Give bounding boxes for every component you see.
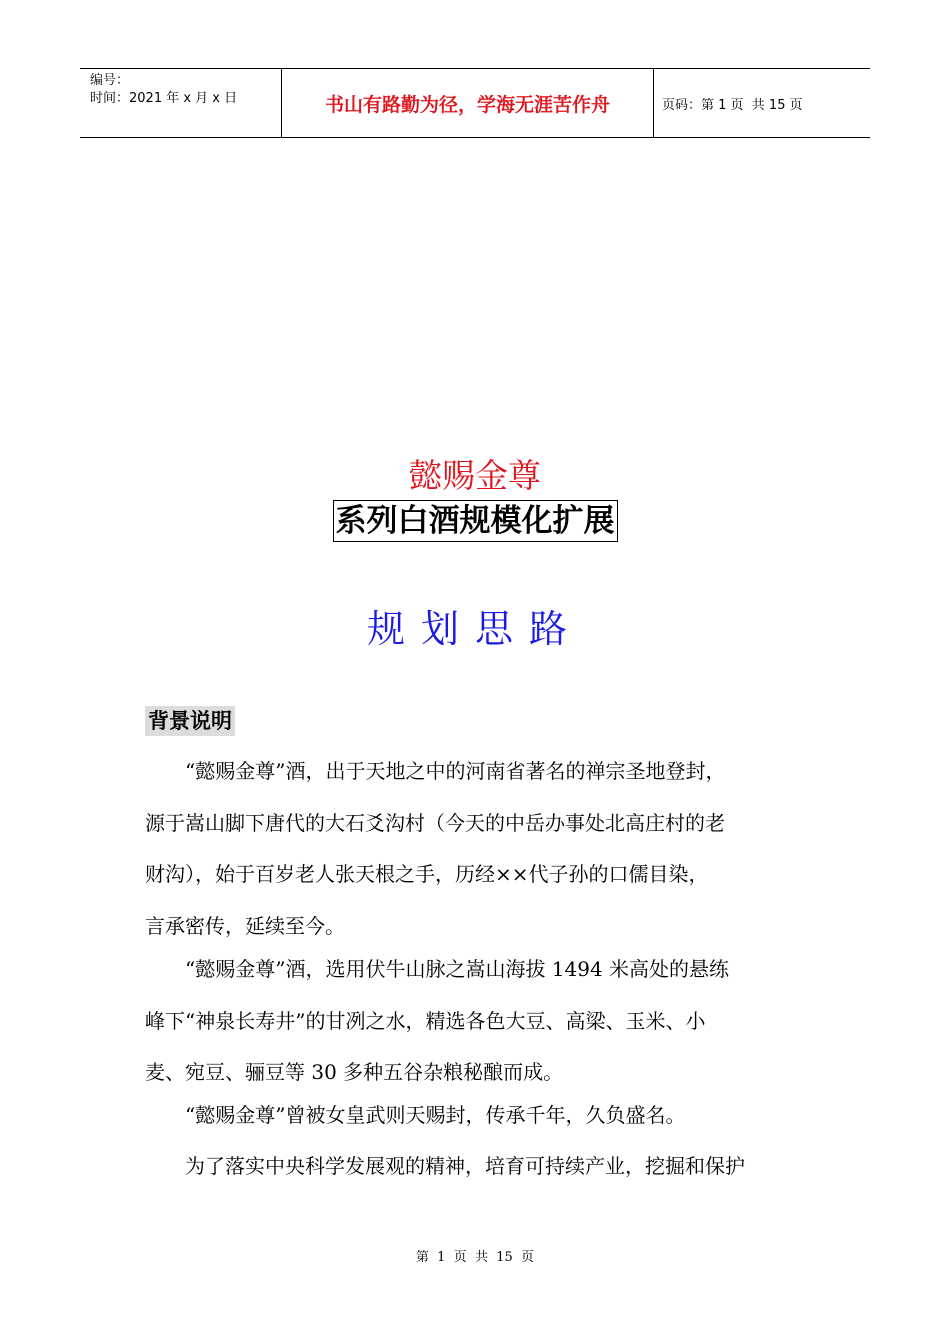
paragraph-line: 言承密传，延续至今。 [145,913,345,938]
header-page-cell [654,69,870,137]
header-motto-cell [282,69,654,137]
paragraph-1 [145,746,810,952]
paragraph-line: 源于嵩山脚下唐代的大石爻沟村（今天的中岳办事处北高庄村的老 [145,810,725,835]
paragraph-4 [145,1141,810,1193]
paragraph-line: “懿赐金尊”酒，出于天地之中的河南省著名的禅宗圣地登封， [185,759,726,783]
header-table [80,68,870,138]
paragraph-3 [145,1090,810,1142]
subtitle-wrap [0,500,950,542]
motto-text: 书山有路勤为径，学海无涯苦作舟 [324,93,610,116]
paragraph-line: “懿赐金尊”酒，选用伏牛山脉之嵩山海拔 1494 米高处的悬练 [185,957,730,981]
header-meta-cell [80,69,282,137]
paragraph-line: 峰下“神泉长寿井”的甘冽之水，精选各色大豆、高梁、玉米、小 [145,1008,706,1033]
paragraph-line: 财沟），始于百岁老人张天根之手，历经××代子孙的口儒目染， [145,862,709,886]
paragraph-2 [145,944,810,1099]
paragraph-line: 为了落实中央科学发展观的精神，培育可持续产业，挖掘和保护 [185,1154,745,1178]
serial-label: 编号： [90,73,130,88]
plan-heading: 规划思路 [366,607,583,651]
brand-title: 懿赐金尊 [409,456,541,495]
footer-page-number: 第 1 页 共 15 页 [415,1250,535,1265]
paragraph-line: 麦、宛豆、骊豆等 30 多种五谷杂粮秘酿而成。 [145,1060,564,1084]
page-footer [0,1246,950,1265]
paragraph-line: “懿赐金尊”曾被女皇武则天赐封，传承千年，久负盛名。 [185,1103,686,1127]
date-label: 时间：2021 年 x 月 x 日 [90,91,238,106]
subtitle-boxed: 系列白酒规模化扩展 [333,500,618,542]
section-heading: 背景说明 [145,706,235,736]
page-info-text: 页码：第 1 页 共 15 页 [662,97,803,113]
